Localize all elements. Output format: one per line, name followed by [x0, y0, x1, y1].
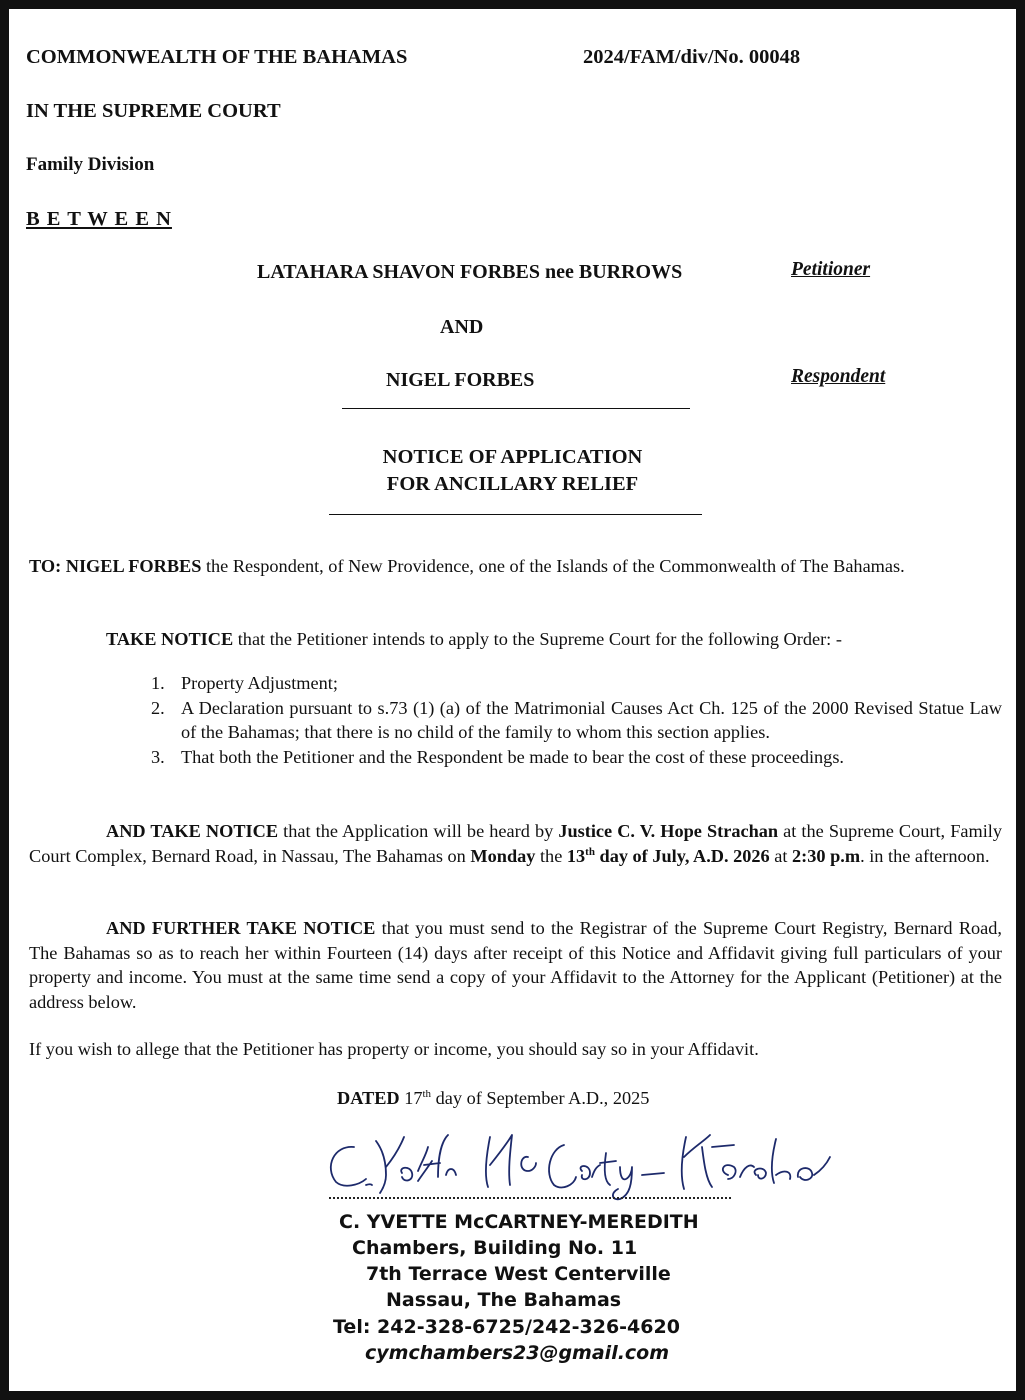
petitioner-name: LATAHARA SHAVON FORBES nee BURROWS: [257, 261, 683, 283]
orders-list: [29, 671, 1002, 769]
dated-line: [337, 1086, 649, 1111]
attorney-name: C. YVETTE McCARTNEY-MEREDITH: [339, 1211, 699, 1233]
order-number: 2.: [151, 697, 165, 718]
address-line1: Chambers, Building No. 11: [352, 1237, 638, 1259]
hearing-text: . in the afternoon.: [860, 845, 990, 866]
hearing-notice-lead: AND TAKE NOTICE: [106, 821, 279, 841]
further-notice-lead: AND FURTHER TAKE NOTICE: [106, 918, 376, 938]
jurisdiction: COMMONWEALTH OF THE BAHAMAS: [26, 46, 408, 68]
dated-label: DATED: [337, 1088, 400, 1108]
signature-line: [329, 1197, 731, 1199]
order-number: 3.: [151, 746, 165, 767]
hearing-text: the: [535, 845, 567, 866]
telephone: Tel: 242-328-6725/242-326-4620: [333, 1316, 680, 1338]
justice-name: Justice C. V. Hope Strachan: [558, 821, 779, 841]
hearing-text: that the Application will be heard by: [278, 821, 559, 841]
take-notice-text: that the Petitioner intends to apply to the Supreme Court for the following Order: -: [233, 629, 842, 649]
addressee-label: TO: NIGEL FORBES: [29, 556, 202, 576]
further-notice-paragraph: [29, 916, 1002, 1014]
court-name: IN THE SUPREME COURT: [26, 100, 281, 122]
email: cymchambers23@gmail.com: [365, 1342, 670, 1364]
take-notice-paragraph: [29, 627, 1002, 652]
handwritten-signature: [314, 1127, 834, 1205]
hearing-day: Monday: [470, 845, 536, 866]
petitioner-role: Petitioner: [791, 259, 871, 280]
take-notice-lead: TAKE NOTICE: [106, 629, 234, 649]
allegation-paragraph: If you wish to allege that the Petitioner has property or income, you should say so in your Affidavit.: [29, 1039, 759, 1059]
order-text: That both the Petitioner and the Respondent be made to bear the cost of these proceedings.: [181, 746, 845, 767]
dated-day: 17: [399, 1088, 423, 1108]
hearing-date-rest: day of July, A.D. 2026: [594, 845, 770, 866]
divider-top: [342, 408, 690, 409]
hearing-notice-paragraph: [29, 819, 1002, 868]
hearing-text: at: [769, 845, 793, 866]
order-text: A Declaration pursuant to s.73 (1) (a) of the Matrimonial Causes Act Ch. 125 of the 2000 Revised Statue Law of the Bahamas; that there is no child of the family to whom this section applies.: [181, 697, 1002, 742]
dated-suffix: th: [422, 1087, 432, 1100]
addressee-text: the Respondent, of New Providence, one of the Islands of the Commonwealth of The Bahamas.: [201, 556, 905, 576]
divider-bottom: [329, 514, 702, 515]
list-item: [29, 696, 1002, 745]
respondent-name: NIGEL FORBES: [386, 369, 535, 391]
notice-title-line2: FOR ANCILLARY RELIEF: [386, 473, 639, 495]
hearing-text: at the Supreme Court, Family Court Complex, Bernard Road, in Nassau, The Bahamas on: [29, 821, 1002, 866]
hearing-date: [567, 846, 770, 866]
notice-title-line1: NOTICE OF APPLICATION: [382, 446, 643, 468]
address-line2: 7th Terrace West Centerville: [366, 1263, 671, 1285]
hearing-date-suffix: th: [585, 845, 595, 858]
between-label: B E T W E E N: [26, 208, 172, 230]
division: Family Division: [26, 154, 155, 175]
further-notice-text: that you must send to the Registrar of the Supreme Court Registry, Bernard Road, The Bahamas so as to reach her within Fourteen (14) days after receipt of this Notice and Affidavit giving full particulars of your property and income. You must at the same time send a copy of your Affidavit to the Attorney for the Applicant (Petitioner) at the address below.: [29, 918, 1002, 1012]
hearing-time: 2:30 p.m: [792, 845, 861, 866]
list-item: [29, 745, 1002, 770]
list-item: [29, 671, 1002, 696]
respondent-role: Respondent: [791, 366, 886, 387]
address-line3: Nassau, The Bahamas: [386, 1289, 622, 1311]
addressee-paragraph: [29, 554, 1002, 579]
hearing-date-number: 13: [566, 845, 586, 866]
order-number: 1.: [151, 673, 165, 693]
case-number: 2024/FAM/div/No. 00048: [583, 46, 801, 68]
and-label: AND: [440, 316, 484, 338]
dated-rest: day of September A.D., 2025: [431, 1088, 650, 1108]
order-text: Property Adjustment;: [181, 673, 338, 693]
